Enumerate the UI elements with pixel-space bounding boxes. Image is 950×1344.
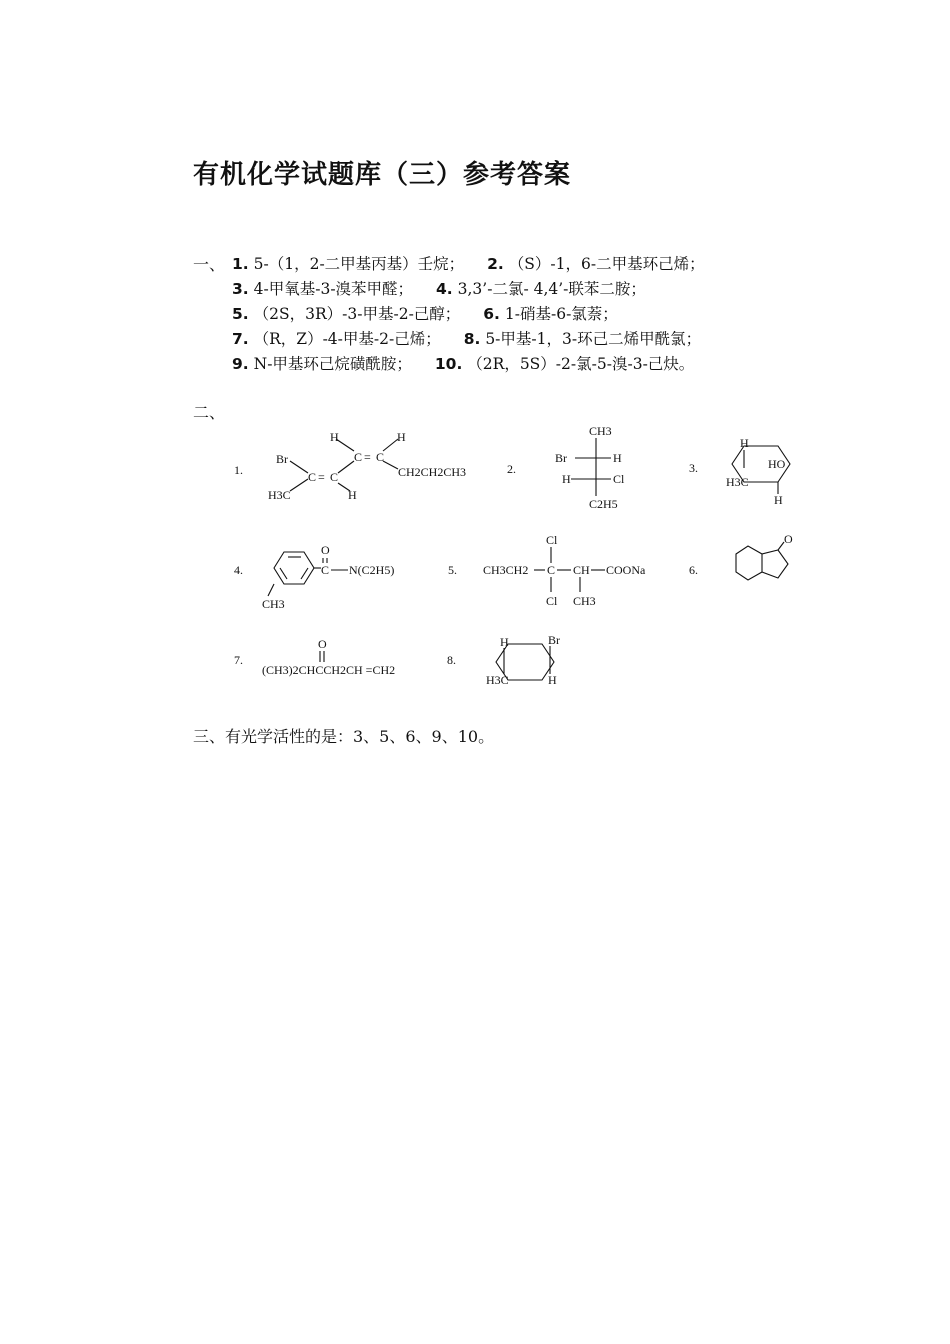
group-ch3: CH3 bbox=[262, 597, 285, 611]
answer-number: 2. bbox=[487, 255, 504, 273]
atom-h: H bbox=[348, 488, 357, 502]
atom-h: H bbox=[500, 635, 509, 649]
group-coona: COONa bbox=[606, 563, 646, 577]
atom-c: C bbox=[321, 563, 330, 577]
answer-number: 3. bbox=[232, 280, 249, 298]
chain-propyl: CH2CH2CH3 bbox=[398, 465, 467, 479]
answer-text: 5-甲基-1，3-环己二烯甲酰氯； bbox=[485, 330, 702, 348]
structure-number: 1. bbox=[234, 463, 243, 477]
answer-number: 1. bbox=[232, 255, 249, 273]
atom-h: H bbox=[548, 673, 557, 687]
aromatic-bond bbox=[280, 568, 287, 579]
structure-5 bbox=[446, 530, 656, 615]
group-amide-n: N(C2H5) bbox=[349, 563, 395, 577]
structure-number: 5. bbox=[448, 563, 457, 577]
bond bbox=[290, 479, 308, 491]
answer-line-1 bbox=[232, 252, 705, 274]
answer-text: （2S，3R）-3-甲基-2-己醇； bbox=[253, 305, 461, 323]
section-1-marker: 一、 bbox=[193, 255, 226, 274]
atom-o: O bbox=[318, 637, 327, 651]
answer-text: （R，Z）-4-甲基-2-己烯； bbox=[253, 330, 441, 348]
atom-c: C bbox=[547, 563, 556, 577]
structure-number: 2. bbox=[507, 462, 516, 476]
answer-text: 3,3’-二氯- 4,4’-联苯二胺； bbox=[457, 280, 646, 298]
atom-h: H bbox=[740, 436, 749, 450]
bond bbox=[383, 461, 398, 469]
atom-o: O bbox=[784, 532, 793, 546]
cyclohexane-ring bbox=[736, 546, 762, 580]
atom-cl: Cl bbox=[546, 594, 558, 608]
bond bbox=[336, 439, 354, 451]
answer-number: 9. bbox=[232, 355, 249, 373]
group-ch3: CH3 bbox=[573, 594, 596, 608]
group-ch3: H3C bbox=[268, 488, 291, 502]
group-ch: CH bbox=[573, 563, 590, 577]
answer-text: （S）-1，6-二甲基环己烯； bbox=[508, 255, 705, 273]
answer-line-4 bbox=[232, 327, 701, 349]
answer-text: （2R，5S）-2-氯-5-溴-3-己炔。 bbox=[467, 355, 695, 373]
structure-3 bbox=[686, 432, 826, 512]
structure-8 bbox=[446, 632, 576, 692]
group-ho: HO bbox=[768, 457, 786, 471]
group-h3c: H3C bbox=[726, 475, 749, 489]
atom-c: C bbox=[354, 450, 363, 464]
atom-o: O bbox=[321, 543, 330, 557]
atom-br: Br bbox=[276, 452, 288, 466]
answer-number: 5. bbox=[232, 305, 249, 323]
group-ethyl: CH3CH2 bbox=[483, 563, 529, 577]
bond bbox=[290, 461, 308, 473]
answer-text: 5-（1，2-二甲基丙基）壬烷； bbox=[253, 255, 465, 273]
answer-text: 1-硝基-6-氯萘； bbox=[504, 305, 618, 323]
structure-number: 7. bbox=[234, 653, 243, 667]
group-h3c: H3C bbox=[486, 673, 509, 687]
structure-7 bbox=[230, 636, 410, 686]
atom-h: H bbox=[397, 430, 406, 444]
formula-text: (CH3)2CHCCH2CH =CH2 bbox=[262, 663, 396, 677]
answer-line-2 bbox=[232, 277, 646, 299]
section-2-marker: 二、 bbox=[193, 403, 226, 422]
atom-cl: Cl bbox=[546, 533, 558, 547]
atom-c: C bbox=[376, 450, 385, 464]
structure-4 bbox=[230, 540, 410, 615]
bond bbox=[268, 584, 274, 596]
atom-h: H bbox=[613, 451, 622, 465]
aromatic-bond bbox=[301, 568, 308, 579]
atom-h: H bbox=[562, 472, 571, 486]
answer-number: 6. bbox=[483, 305, 500, 323]
structure-number: 8. bbox=[447, 653, 456, 667]
cyclopentanone-ring bbox=[762, 550, 788, 578]
double-bond: = bbox=[364, 450, 371, 464]
optical-activity-answer: 三、有光学活性的是：3、5、6、9、10。 bbox=[193, 727, 495, 746]
bond bbox=[338, 483, 350, 491]
double-bond: = bbox=[318, 470, 325, 484]
atom-c: C bbox=[330, 470, 339, 484]
group-c2h5: C2H5 bbox=[589, 497, 618, 511]
atom-br: Br bbox=[548, 633, 560, 647]
answer-number: 10. bbox=[434, 355, 463, 373]
answer-number: 8. bbox=[463, 330, 481, 348]
structure-number: 3. bbox=[689, 461, 698, 475]
structure-6 bbox=[686, 532, 806, 602]
bond bbox=[338, 461, 354, 473]
answer-text: 4-甲氧基-3-溴苯甲醛； bbox=[253, 280, 414, 298]
answer-line-3 bbox=[232, 302, 618, 324]
page-title: 有机化学试题库（三）参考答案 bbox=[193, 160, 572, 190]
atom-c: C bbox=[308, 470, 317, 484]
answer-line-5 bbox=[232, 352, 694, 374]
structure-number: 4. bbox=[234, 563, 243, 577]
structure-number: 6. bbox=[689, 563, 698, 577]
atom-h: H bbox=[330, 430, 339, 444]
atom-h: H bbox=[774, 493, 783, 507]
atom-br: Br bbox=[555, 451, 567, 465]
structure-2 bbox=[507, 422, 657, 517]
structure-1 bbox=[230, 425, 480, 510]
atom-cl: Cl bbox=[613, 472, 625, 486]
answer-number: 4. bbox=[436, 280, 453, 298]
bond bbox=[383, 439, 398, 451]
answer-number: 7. bbox=[232, 330, 249, 348]
group-ch3: CH3 bbox=[589, 424, 612, 438]
answer-text: N-甲基环己烷磺酰胺； bbox=[253, 355, 412, 373]
